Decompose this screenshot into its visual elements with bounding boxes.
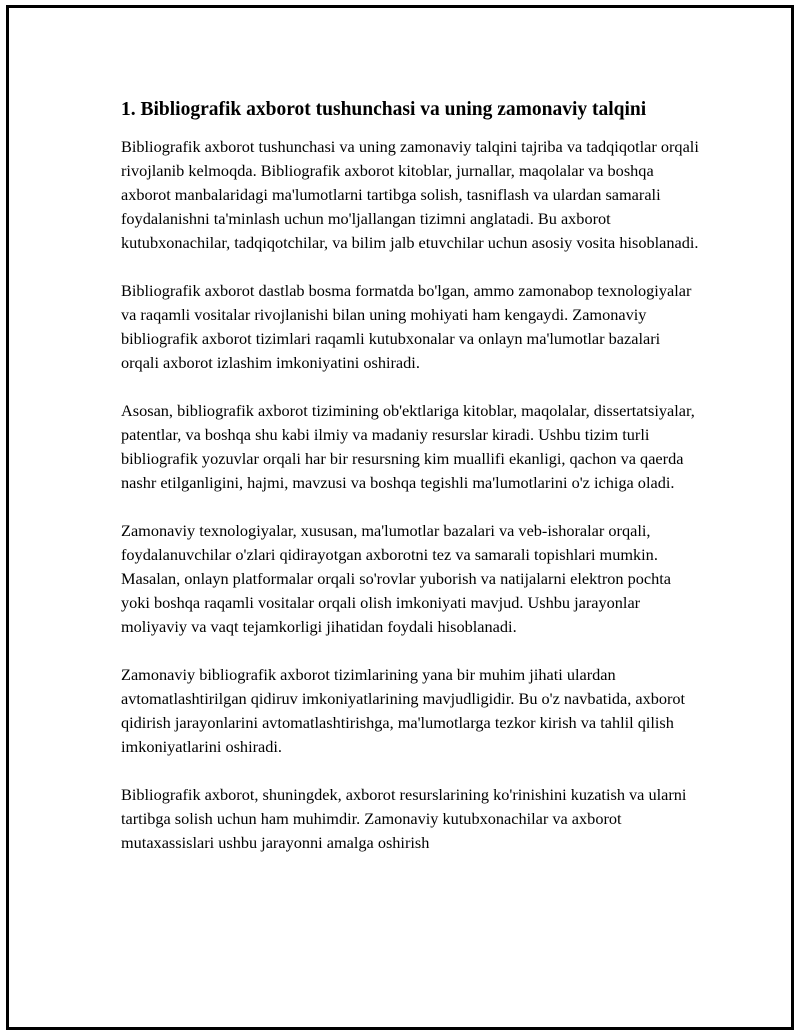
paragraph-3: Asosan, bibliografik axborot tizimining ob'ektlariga kitoblar, maqolalar, dissertatsiyalar, patentlar, va boshqa shu kabi ilmiy va madaniy resurslar kiradi. Ushbu tizim turli bibliografik yozuvlar orqali har bir resursning kim muallifi ekanligi, qachon va qaerda nashr etilganligini, hajmi, mavzusi va boshqa tegishli ma'lumotlarini o'z ichiga oladi. <box>121 401 695 492</box>
paragraph-4: Zamonaviy texnologiyalar, xususan, ma'lumotlar bazalari va veb-ishoralar orqali, foydalanuvchilar o'zlari qidirayotgan axborotni tez va samarali topishlari mumkin. Masalan, onlayn platformalar orqali so'rovlar yuborish va natijalarni elektron pochta yoki boshqa raqamli vositalar orqali olish imkoniyati mavjud. Ushbu jarayonlar moliyaviy va vaqt tejamkorligi jihatidan foydali hisoblanadi. <box>121 521 671 636</box>
section-heading: 1. Bibliografik axborot tushunchasi va uning zamonaviy talqini <box>121 99 647 120</box>
paragraph-6: Bibliografik axborot, shuningdek, axborot resurslarining ko'rinishini kuzatish va ularni tartibga solish uchun ham muhimdir. Zamonaviy kutubxonachilar va axborot mutaxassislari ushbu jarayonni amalga oshirish <box>121 785 687 852</box>
paragraph-1: Bibliografik axborot tushunchasi va uning zamonaviy talqini tajriba va tadqiqotlar orqali rivojlanib kelmoqda. Bibliografik axborot kitoblar, jurnallar, maqolalar va boshqa axborot manbalaridagi ma'lumotlarni tartibga solish, tasniflash va ulardan samarali foydalanishni ta'minlash uchun mo'ljallangan tizimni anglatadi. Bu axborot kutubxonachilar, tadqiqotchilar, va bilim jalb etuvchilar uchun asosiy vosita hisoblanadi. <box>121 137 699 252</box>
paragraph-2: Bibliografik axborot dastlab bosma formatda bo'lgan, ammo zamonabop texnologiyalar va raqamli vositalar rivojlanishi bilan uning mohiyati ham kengaydi. Zamonaviy bibliografik axborot tizimlari raqamli kutubxonalar va onlayn ma'lumotlar bazalari orqali axborot izlashim imkoniyatini oshiradi. <box>121 281 692 372</box>
paragraph-5: Zamonaviy bibliografik axborot tizimlarining yana bir muhim jihati ulardan avtomatlashtirilgan qidiruv imkoniyatlarining mavjudligidir. Bu o'z navbatida, axborot qidirish jarayonlarini avtomatlashtirishga, ma'lumotlarga tezkor kirish va tahlil qilish imkoniyatlarini oshiradi. <box>121 665 686 756</box>
document-body <box>121 98 701 879</box>
page-frame <box>6 5 794 1030</box>
